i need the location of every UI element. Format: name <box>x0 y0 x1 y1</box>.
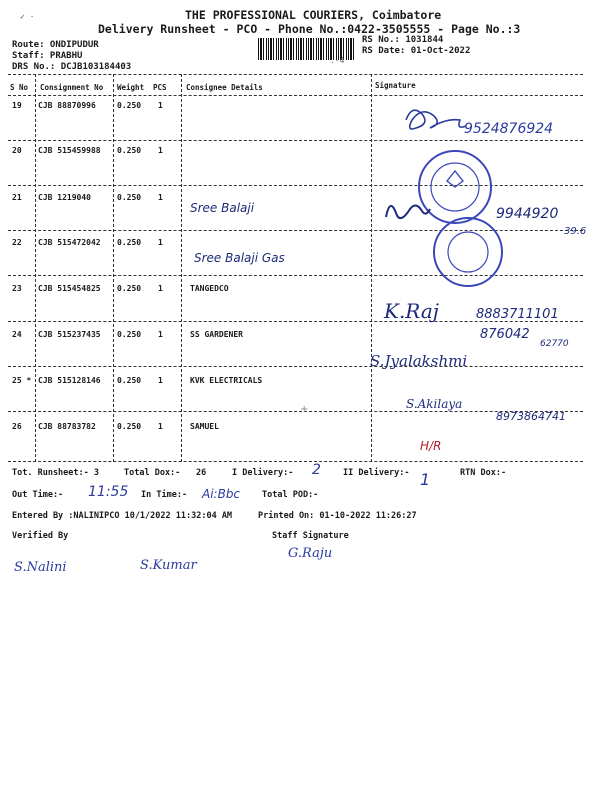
entered-by: Entered By :NALINIPCO 10/1/2022 11:32:04 AM <box>12 511 233 521</box>
table-top-rule <box>8 74 583 75</box>
row-sno: 21 <box>12 193 22 202</box>
total-dox-label: Total Dox:- <box>124 468 181 478</box>
consignee-handwritten-row21: Sree Balaji <box>190 201 255 215</box>
barcode-mark: .-4 <box>330 56 345 65</box>
verified-signature-1: S.Nalini <box>14 560 67 575</box>
row-pcs: 1 <box>158 376 163 385</box>
staff-signature-handwritten: G.Raju <box>288 546 333 561</box>
total-runsheet: Tot. Runsheet:- 3 <box>12 468 99 478</box>
row-consignment: CJB 515459988 <box>38 146 101 155</box>
verified-signature-2: S.Kumar <box>140 558 197 573</box>
row-weight: 0.250 <box>117 376 142 385</box>
row-pcs: 1 <box>158 193 163 202</box>
row-sno: 26 <box>12 422 22 431</box>
total-dox-value: 26 <box>196 468 207 478</box>
row-sno: 23 <box>12 284 22 293</box>
row-weight: 0.250 <box>117 146 142 155</box>
tick-mark-row25: + <box>300 404 309 415</box>
phone-handwritten-row25: 8973864741 <box>496 410 566 423</box>
row-sno: 22 <box>12 238 22 247</box>
row-sno: 25 * <box>12 376 32 385</box>
row-sno: 24 <box>12 330 22 339</box>
runsheet-subtitle: Delivery Runsheet - PCO - Phone No.:0422-3505555 - Page No.:3 <box>98 22 521 36</box>
col-divider <box>113 74 114 462</box>
row-pcs: 1 <box>158 284 163 293</box>
row-pcs: 1 <box>158 238 163 247</box>
total-pod-label: Total POD:- <box>262 490 319 500</box>
col-header-consignee: Consignee Details <box>186 83 263 92</box>
out-time-label: Out Time:- <box>12 490 64 500</box>
rtn-dox-label: RTN Dox:- <box>460 468 507 478</box>
signature-handwritten-row25: S.Akilaya <box>406 397 463 411</box>
phone-handwritten-row21: 9944920 <box>496 206 559 222</box>
row-pcs: 1 <box>158 330 163 339</box>
ii-delivery-handwritten: 1 <box>420 470 431 489</box>
col-header-signature: Signature <box>375 81 416 90</box>
row-consignee: SS GARDENER <box>190 330 243 339</box>
signature-handwritten-row24: S.Jyalakshmi <box>370 352 468 370</box>
col-divider <box>35 74 36 462</box>
in-time-handwritten: Ai:Bbc <box>202 487 241 501</box>
col-header-consignment: Consignment No <box>40 83 104 92</box>
company-title: THE PROFESSIONAL COURIERS, Coimbatore <box>185 8 442 22</box>
company-stamp <box>419 151 491 223</box>
staff-label: Staff: PRABHU <box>12 51 83 61</box>
out-time-handwritten: 11:55 <box>88 484 129 500</box>
row-weight: 0.250 <box>117 330 142 339</box>
printed-on: Printed On: 01-10-2022 11:26:27 <box>258 511 417 521</box>
row-consignee: TANGEDCO <box>190 284 229 293</box>
ii-delivery-label: II Delivery:- <box>343 468 410 478</box>
row-pcs: 1 <box>158 146 163 155</box>
row-pcs: 1 <box>158 101 163 110</box>
phone-tail-handwritten-row21: 39.6 <box>564 226 587 237</box>
col-header-pcs: PCS <box>153 83 167 92</box>
row-weight: 0.250 <box>117 101 142 110</box>
row-sno: 20 <box>12 146 22 155</box>
row-sno: 19 <box>12 101 22 110</box>
rs-number: RS No.: 1031844 <box>362 35 444 45</box>
phone-handwritten-row23: 8883711101 <box>476 307 559 322</box>
signature-scribble-row19 <box>406 110 466 129</box>
row-weight: 0.250 <box>117 193 142 202</box>
row-consignment: CJB 88783782 <box>38 422 96 431</box>
phone-alt-handwritten-row24: 62770 <box>540 339 569 349</box>
row-consignee: KVK ELECTRICALS <box>190 376 263 385</box>
phone-handwritten-row19: 9524876924 <box>464 121 554 137</box>
in-time-label: In Time:- <box>141 490 188 500</box>
signature-scribble-row21 <box>386 205 430 218</box>
company-stamp-second <box>434 218 502 286</box>
verified-by-label: Verified By <box>12 531 69 541</box>
row-consignee: SAMUEL <box>190 422 219 431</box>
col-header-sno: S No <box>10 83 29 92</box>
rs-date: RS Date: 01-Oct-2022 <box>362 46 471 56</box>
i-delivery-label: I Delivery:- <box>232 468 294 478</box>
staff-signature-label: Staff Signature <box>272 531 349 541</box>
consignee-handwritten-row22: Sree Balaji Gas <box>194 251 285 265</box>
drs-number: DRS No.: DCJB103184403 <box>12 62 132 72</box>
phone-handwritten-row24: 876042 <box>480 327 530 342</box>
handwriting-layer <box>180 92 600 472</box>
signature-handwritten-row23: K.Raj <box>384 299 439 323</box>
row-consignment: CJB 515472042 <box>38 238 101 247</box>
col-header-weight: Weight <box>117 83 145 92</box>
route-label: Route: ONDIPUDUR <box>12 40 99 50</box>
row-weight: 0.250 <box>117 422 142 431</box>
row-consignment: CJB 515237435 <box>38 330 101 339</box>
i-delivery-handwritten: 2 <box>312 462 321 478</box>
row-weight: 0.250 <box>117 238 142 247</box>
note-handwritten-row26: H/R <box>420 439 442 453</box>
row-consignment: CJB 88870996 <box>38 101 96 110</box>
row-weight: 0.250 <box>117 284 142 293</box>
row-consignment: CJB 1219040 <box>38 193 91 202</box>
row-consignment: CJB 515128146 <box>38 376 101 385</box>
corner-mark: ✓ · <box>20 12 35 21</box>
row-consignment: CJB 515454825 <box>38 284 101 293</box>
row-pcs: 1 <box>158 422 163 431</box>
